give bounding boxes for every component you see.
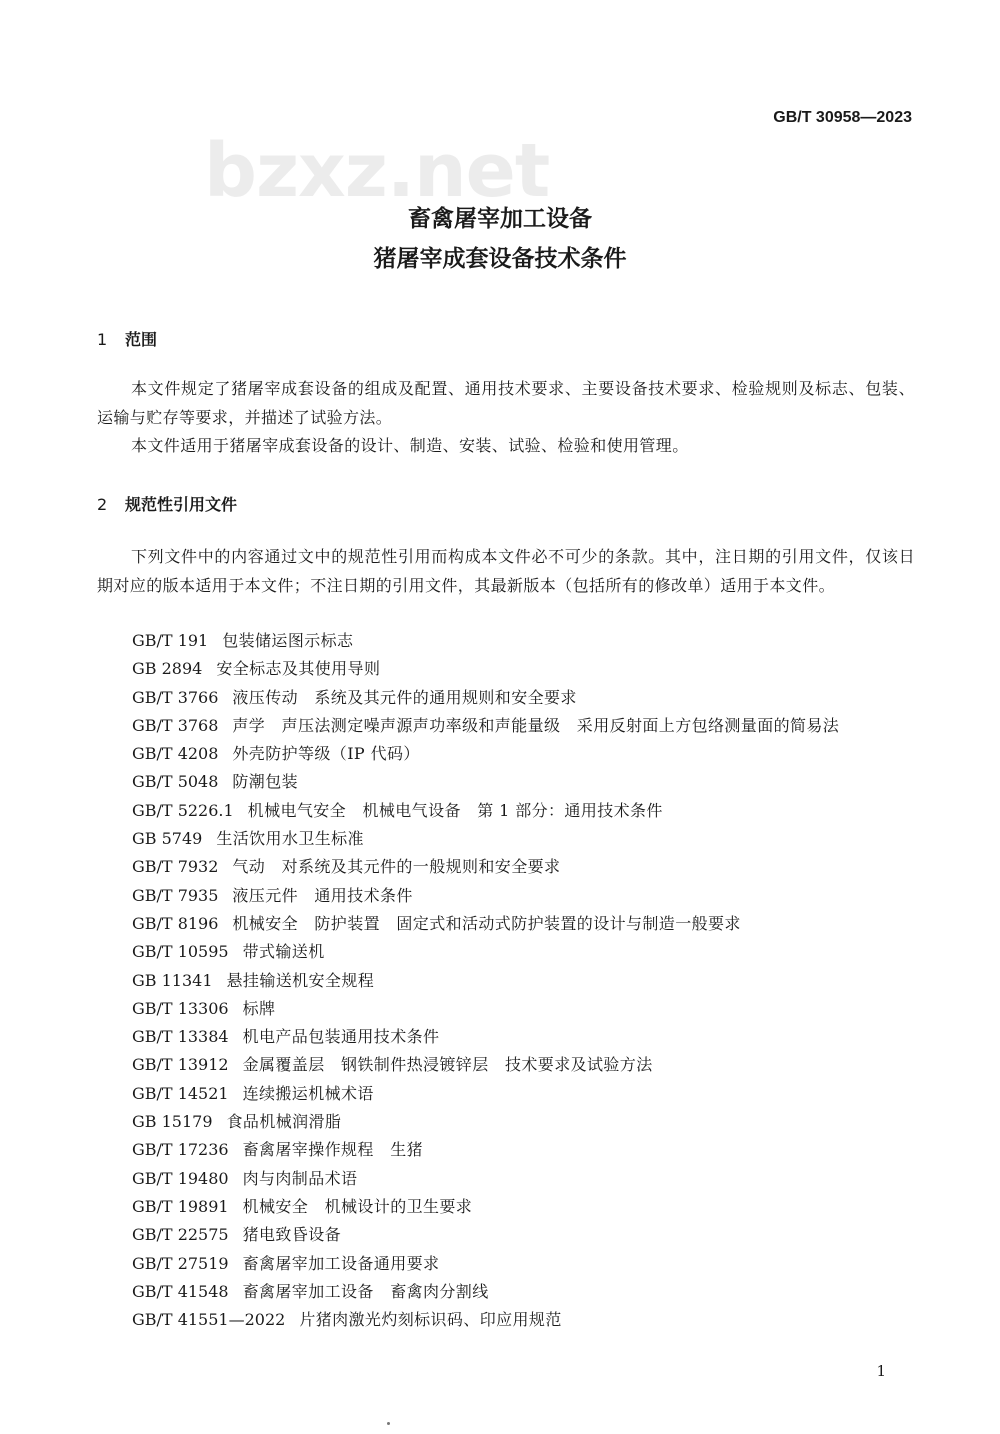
watermark: bzxz.net bbox=[204, 128, 550, 214]
section-number: 1 bbox=[97, 330, 108, 349]
reference-title: 连续搬运机械术语 bbox=[242, 1083, 374, 1103]
reference-code: GB/T 41548 bbox=[132, 1281, 229, 1301]
reference-title: 畜禽屠宰加工设备 畜禽肉分割线 bbox=[242, 1281, 489, 1301]
section-number: 2 bbox=[97, 495, 108, 514]
reference-code: GB/T 7935 bbox=[132, 885, 219, 905]
reference-title: 金属覆盖层 钢铁制件热浸镀锌层 技术要求及试验方法 bbox=[242, 1055, 653, 1075]
reference-item bbox=[97, 1221, 915, 1249]
section-heading-normative-references bbox=[97, 492, 237, 515]
scope-paragraph-1: 本文件规定了猪屠宰成套设备的组成及配置、通用技术要求、主要设备技术要求、检验规则及标志、包装、运输与贮存等要求，并描述了试验方法。 bbox=[97, 379, 915, 427]
reference-code: GB/T 3766 bbox=[132, 687, 219, 707]
reference-title: 标牌 bbox=[242, 998, 276, 1018]
scan-mark bbox=[387, 1422, 390, 1425]
standard-code: GB/T 30958—2023 bbox=[773, 109, 912, 126]
reference-item bbox=[97, 910, 915, 938]
reference-code: GB/T 3768 bbox=[132, 715, 219, 735]
reference-title: 带式输送机 bbox=[242, 942, 325, 962]
reference-code: GB/T 41551—2022 bbox=[132, 1310, 286, 1330]
reference-title: 液压元件 通用技术条件 bbox=[232, 885, 413, 905]
reference-title: 声学 声压法测定噪声源声功率级和声能量级 采用反射面上方包络测量面的简易法 bbox=[232, 715, 840, 735]
reference-title: 机械电气安全 机械电气设备 第 1 部分：通用技术条件 bbox=[247, 800, 663, 820]
reference-item bbox=[97, 1051, 915, 1079]
reference-title: 畜禽屠宰操作规程 生猪 bbox=[242, 1140, 423, 1160]
reference-code: GB/T 13306 bbox=[132, 998, 229, 1018]
reference-code: GB/T 5226.1 bbox=[132, 800, 234, 820]
reference-code: GB 2894 bbox=[132, 659, 203, 679]
reference-code: GB 11341 bbox=[132, 970, 213, 990]
reference-title: 机械安全 机械设计的卫生要求 bbox=[242, 1196, 473, 1216]
reference-title: 安全标志及其使用导则 bbox=[216, 659, 381, 679]
reference-code: GB/T 14521 bbox=[132, 1083, 229, 1103]
reference-title: 液压传动 系统及其元件的通用规则和安全要求 bbox=[232, 687, 577, 707]
reference-code: GB/T 19480 bbox=[132, 1168, 229, 1188]
document-title-line2: 猪屠宰成套设备技术条件 bbox=[373, 246, 627, 272]
reference-code: GB/T 10595 bbox=[132, 942, 229, 962]
reference-code: GB/T 22575 bbox=[132, 1225, 229, 1245]
reference-item bbox=[97, 882, 915, 910]
reference-code: GB/T 191 bbox=[132, 631, 209, 650]
reference-item bbox=[97, 853, 915, 881]
reference-code: GB/T 13912 bbox=[132, 1055, 229, 1075]
reference-item bbox=[97, 1023, 915, 1051]
section-heading-scope bbox=[97, 327, 157, 350]
reference-title: 包装储运图示标志 bbox=[222, 631, 354, 650]
reference-item bbox=[97, 655, 915, 683]
reference-code: GB/T 13384 bbox=[132, 1027, 229, 1047]
reference-item bbox=[97, 825, 915, 853]
reference-item bbox=[97, 1136, 915, 1164]
reference-item bbox=[97, 684, 915, 712]
reference-item bbox=[97, 967, 915, 995]
reference-code: GB/T 8196 bbox=[132, 913, 219, 933]
reference-code: GB/T 27519 bbox=[132, 1253, 229, 1273]
reference-code: GB/T 5048 bbox=[132, 772, 219, 792]
reference-title: 食品机械润滑脂 bbox=[226, 1112, 342, 1132]
section-title: 范围 bbox=[125, 330, 158, 349]
reference-item bbox=[97, 740, 915, 768]
reference-code: GB 5749 bbox=[132, 829, 203, 849]
reference-title: 防潮包装 bbox=[232, 772, 299, 792]
reference-item bbox=[97, 627, 915, 655]
reference-title: 畜禽屠宰加工设备通用要求 bbox=[242, 1253, 440, 1273]
reference-item bbox=[97, 1278, 915, 1306]
reference-title: 肉与肉制品术语 bbox=[242, 1168, 358, 1188]
reference-code: GB/T 4208 bbox=[132, 744, 219, 764]
references-intro: 下列文件中的内容通过文中的规范性引用而构成本文件必不可少的条款。其中，注日期的引用文件，仅该日期对应的版本适用于本文件；不注日期的引用文件，其最新版本（包括所有的修改单）适用于本文件。 bbox=[97, 547, 915, 595]
reference-title: 生活饮用水卫生标准 bbox=[216, 829, 364, 849]
reference-item bbox=[97, 797, 915, 825]
reference-list bbox=[97, 627, 915, 1334]
reference-title: 机械安全 防护装置 固定式和活动式防护装置的设计与制造一般要求 bbox=[232, 913, 741, 933]
reference-item bbox=[97, 1165, 915, 1193]
reference-code: GB/T 19891 bbox=[132, 1196, 229, 1216]
reference-title: 猪电致昏设备 bbox=[242, 1225, 341, 1245]
reference-title: 气动 对系统及其元件的一般规则和安全要求 bbox=[232, 857, 561, 877]
reference-item bbox=[97, 1250, 915, 1278]
reference-item bbox=[97, 1193, 915, 1221]
reference-code: GB 15179 bbox=[132, 1112, 213, 1132]
reference-item bbox=[97, 1306, 915, 1334]
reference-item bbox=[97, 1108, 915, 1136]
reference-item bbox=[97, 995, 915, 1023]
reference-title: 机电产品包装通用技术条件 bbox=[242, 1027, 440, 1047]
reference-item bbox=[97, 712, 915, 740]
reference-item bbox=[97, 938, 915, 966]
reference-item bbox=[97, 1080, 915, 1108]
reference-title: 外壳防护等级（IP 代码） bbox=[232, 744, 420, 764]
reference-title: 悬挂输送机安全规程 bbox=[226, 970, 375, 990]
page-number: 1 bbox=[876, 1362, 886, 1380]
reference-item bbox=[97, 768, 915, 796]
reference-code: GB/T 17236 bbox=[132, 1140, 229, 1160]
document-title-line1: 畜禽屠宰加工设备 bbox=[408, 206, 592, 232]
scope-paragraph-2: 本文件适用于猪屠宰成套设备的设计、制造、安装、试验、检验和使用管理。 bbox=[131, 436, 689, 455]
reference-title: 片猪肉激光灼刻标识码、印应用规范 bbox=[299, 1310, 562, 1330]
reference-code: GB/T 7932 bbox=[132, 857, 219, 877]
section-title: 规范性引用文件 bbox=[125, 495, 238, 514]
